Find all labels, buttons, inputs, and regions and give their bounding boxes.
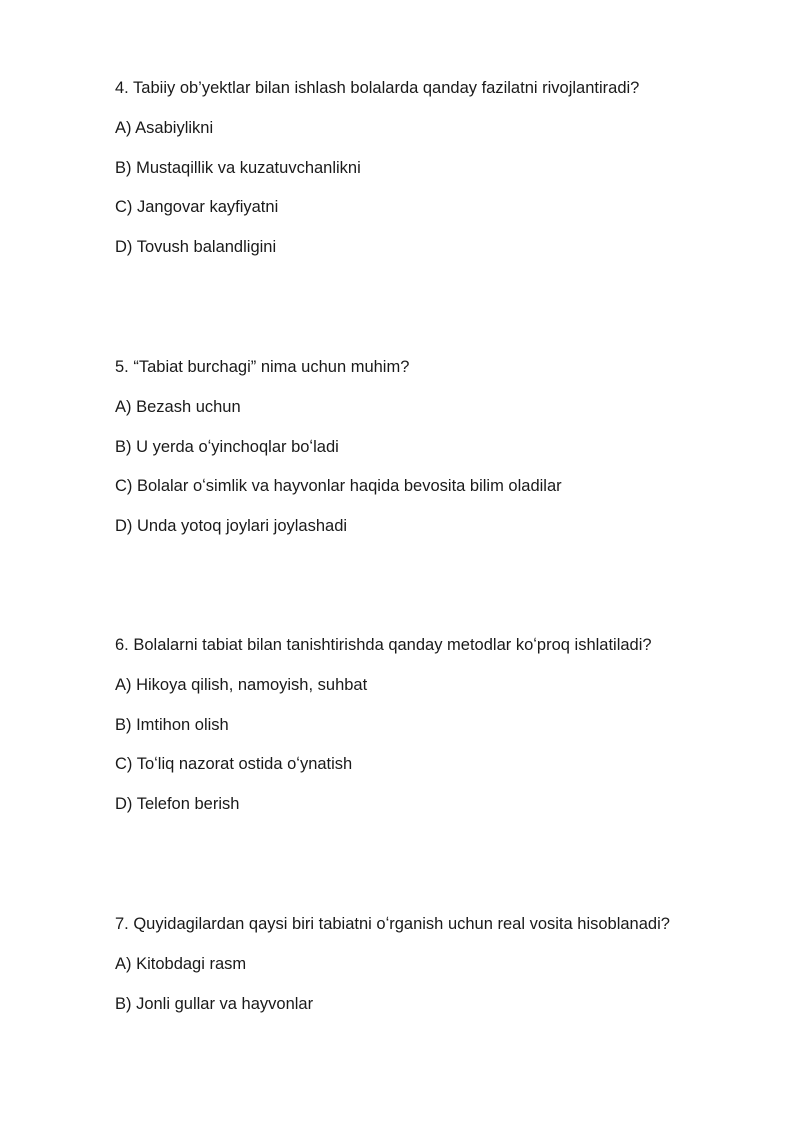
answer-option-c: C) Toʻliq nazorat ostida oʻynatish — [115, 755, 353, 774]
question-text: 5. “Tabiat burchagi” nima uchun muhim? — [115, 358, 410, 376]
answer-option-d: D) Tovush balandligini — [115, 238, 277, 257]
answer-option-b: B) Jonli gullar va hayvonlar — [115, 994, 314, 1013]
answer-option-c: C) Jangovar kayfiyatni — [115, 198, 279, 217]
answer-option-d: D) Unda yotoq joylari joylashadi — [115, 517, 348, 536]
question-text: 7. Quyidagilardan qaysi biri tabiatni oʻrganish uchun real vosita hisoblanadi? — [115, 915, 670, 933]
question-4 — [115, 78, 755, 257]
question-5 — [115, 357, 755, 536]
answer-option-a: A) Asabiylikni — [115, 118, 214, 137]
question-text: 6. Bolalarni tabiat bilan tanishtirishda qanday metodlar koʻproq ishlatiladi? — [115, 636, 652, 654]
answer-option-b: B) Mustaqillik va kuzatuvchanlikni — [115, 158, 361, 177]
question-text: 4. Tabiiy ob’yektlar bilan ishlash bolalarda qanday fazilatni rivojlantiradi? — [115, 79, 640, 97]
question-7 — [115, 914, 755, 1014]
question-6 — [115, 635, 755, 814]
answer-option-c: C) Bolalar oʻsimlik va hayvonlar haqida bevosita bilim oladilar — [115, 477, 562, 496]
answer-option-d: D) Telefon berish — [115, 795, 240, 814]
answer-option-b: B) Imtihon olish — [115, 715, 229, 734]
answer-option-b: B) U yerda oʻyinchoqlar boʻladi — [115, 437, 339, 456]
answer-option-a: A) Hikoya qilish, namoyish, suhbat — [115, 675, 368, 694]
answer-option-a: A) Kitobdagi rasm — [115, 954, 247, 973]
answer-option-a: A) Bezash uchun — [115, 397, 241, 416]
